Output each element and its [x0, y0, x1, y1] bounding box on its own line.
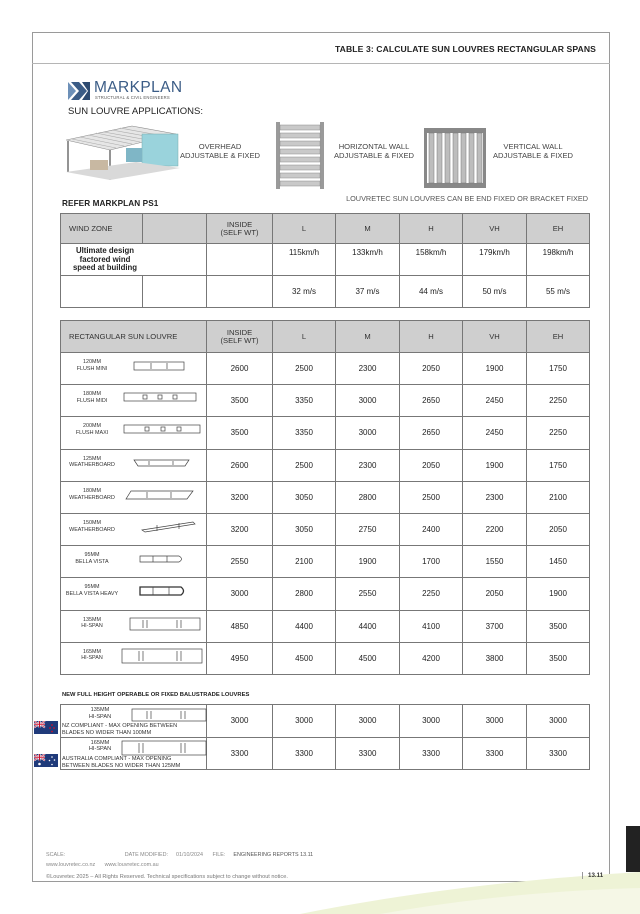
louvre-name: 180MM FLUSH MIDI	[76, 391, 108, 404]
span-vh: 2200	[463, 513, 527, 545]
span-eh: 2250	[527, 385, 590, 417]
table-row	[61, 513, 590, 545]
louvre-name: 120MM FLUSH MINI	[76, 359, 108, 372]
balustrade-item	[61, 705, 207, 738]
span-inside: 3300	[207, 737, 273, 770]
wind-ms-row	[61, 276, 590, 308]
louvre-item	[61, 481, 207, 513]
span-eh: 3000	[527, 705, 590, 738]
nz-flag-icon	[34, 721, 58, 734]
span-eh: 2100	[527, 481, 590, 513]
span-eh: 1750	[527, 353, 590, 385]
table-row	[61, 737, 590, 770]
louvre-name: 95MM BELLA VISTA	[75, 552, 109, 565]
span-inside: 3000	[207, 705, 273, 738]
span-vh: 2450	[463, 385, 527, 417]
ms-vh: 50 m/s	[463, 276, 527, 308]
balustrade-table	[60, 704, 590, 770]
span-l: 3050	[273, 513, 336, 545]
kmh-vh: 179km/h	[463, 244, 527, 276]
footer-copyright: ©Louvretec 2025 – All Rights Reserved. Technical specifications subject to change without notice.	[46, 874, 288, 880]
span-inside: 2600	[207, 353, 273, 385]
louvre-item	[61, 449, 207, 481]
header-inside: INSIDE (SELF WT)	[207, 214, 273, 244]
footer-file: ENGINEERING REPORTS 13.11	[233, 852, 314, 858]
span-eh: 3300	[527, 737, 590, 770]
kmh-l: 115km/h	[273, 244, 336, 276]
louvre-item	[61, 417, 207, 449]
louvre-item	[61, 385, 207, 417]
balustrade-name: 135MM HI-SPAN	[88, 707, 112, 720]
span-inside: 2600	[207, 449, 273, 481]
pergola-illustration	[66, 124, 181, 182]
span-vh: 3000	[463, 705, 527, 738]
span-inside: 3200	[207, 513, 273, 545]
ms-blank-3	[207, 276, 273, 308]
span-vh: 2450	[463, 417, 527, 449]
caption-horizontal-wall: HORIZONTAL WALL ADJUSTABLE & FIXED	[333, 142, 415, 160]
ms-l: 32 m/s	[273, 276, 336, 308]
kmh-h: 158km/h	[400, 244, 463, 276]
australia-flag-icon	[34, 754, 58, 767]
span-vh: 1550	[463, 546, 527, 578]
span-eh: 3500	[527, 642, 590, 674]
span-inside: 4950	[207, 642, 273, 674]
table-row	[61, 546, 590, 578]
table-row	[61, 385, 590, 417]
table-row	[61, 642, 590, 674]
louvre-name: 95MM BELLA VISTA HEAVY	[65, 584, 119, 598]
louvre-item	[61, 642, 207, 674]
logo-name: MARKPLAN	[94, 79, 183, 96]
span-m: 4500	[336, 642, 400, 674]
louvre-item	[61, 546, 207, 578]
wind-label-cell	[61, 244, 207, 276]
horizontal-louvre-illustration	[276, 122, 324, 189]
ms-blank-1	[61, 276, 143, 308]
footer-file-label: FILE:	[212, 852, 226, 858]
span-eh: 2250	[527, 417, 590, 449]
span-h: 2050	[400, 449, 463, 481]
footer-websites	[46, 862, 167, 868]
louvre-name: 125MM WEATHERBOARD	[69, 455, 115, 469]
span-vh: 2300	[463, 481, 527, 513]
louvre-item	[61, 610, 207, 642]
span-inside: 3200	[207, 481, 273, 513]
span-l: 4500	[273, 642, 336, 674]
span-inside: 3000	[207, 578, 273, 610]
end-fixed-note: LOUVRETEC SUN LOUVRES CAN BE END FIXED OR BRACKET FIXED	[346, 194, 588, 203]
compliance-note: AUSTRALIA COMPLIANT - MAX OPENING BETWEEN BLADES NO WIDER THAN 125MM	[62, 755, 181, 769]
ms-eh: 55 m/s	[527, 276, 590, 308]
ms-m: 37 m/s	[336, 276, 400, 308]
span-m: 2800	[336, 481, 400, 513]
refer-markplan: REFER MARKPLAN PS1	[62, 199, 159, 208]
wind-inside-blank	[207, 244, 273, 276]
header-blank	[143, 214, 207, 244]
louvre-name: 200MM FLUSH MAXI	[75, 423, 109, 437]
header-m: M	[336, 214, 400, 244]
balustrade-heading: NEW FULL HEIGHT OPERABLE OR FIXED BALUSTRADE LOUVRES	[62, 692, 250, 698]
span-h: 1700	[400, 546, 463, 578]
header-eh: EH	[527, 321, 590, 353]
wind-zone-table	[60, 213, 590, 308]
span-h: 4100	[400, 610, 463, 642]
markplan-logo-icon	[68, 80, 90, 102]
footer-date: 01/10/2024	[176, 852, 203, 858]
louvre-item	[61, 578, 207, 610]
title-divider	[32, 63, 610, 64]
span-m: 3000	[336, 385, 400, 417]
span-h: 3300	[400, 737, 463, 770]
span-m: 2300	[336, 449, 400, 481]
span-m: 2550	[336, 578, 400, 610]
span-h: 2500	[400, 481, 463, 513]
kmh-m: 133km/h	[336, 244, 400, 276]
span-l: 3000	[273, 705, 336, 738]
span-h: 2250	[400, 578, 463, 610]
louvre-name: 165MM HI-SPAN	[81, 648, 103, 662]
span-inside: 3500	[207, 417, 273, 449]
span-l: 2500	[273, 353, 336, 385]
header-l: L	[273, 321, 336, 353]
span-l: 4400	[273, 610, 336, 642]
table-row	[61, 449, 590, 481]
caption-overhead: OVERHEAD ADJUSTABLE & FIXED	[179, 142, 261, 160]
header-h: H	[400, 321, 463, 353]
caption-vertical-wall: VERTICAL WALL ADJUSTABLE & FIXED	[492, 142, 574, 160]
table-row	[61, 481, 590, 513]
span-l: 3350	[273, 417, 336, 449]
footer-web-nz[interactable]: www.louvretec.co.nz	[46, 862, 96, 868]
kmh-eh: 198km/h	[527, 244, 590, 276]
span-l: 2800	[273, 578, 336, 610]
span-h: 2400	[400, 513, 463, 545]
span-vh: 1900	[463, 449, 527, 481]
table-row	[61, 705, 590, 738]
header-m: M	[336, 321, 400, 353]
ms-h: 44 m/s	[400, 276, 463, 308]
span-m: 2750	[336, 513, 400, 545]
span-vh: 1900	[463, 353, 527, 385]
wind-label: Ultimate design factored wind speed at building	[72, 246, 138, 273]
span-h: 4200	[400, 642, 463, 674]
balustrade-item	[61, 737, 207, 770]
span-eh: 3500	[527, 610, 590, 642]
span-vh: 3700	[463, 610, 527, 642]
louvre-item	[61, 353, 207, 385]
footer-scale: SCALE:	[46, 852, 66, 858]
span-m: 3300	[336, 737, 400, 770]
span-h: 2650	[400, 385, 463, 417]
span-inside: 2550	[207, 546, 273, 578]
span-m: 4400	[336, 610, 400, 642]
page-number: 13.11	[582, 872, 603, 879]
span-eh: 2050	[527, 513, 590, 545]
header-vh: VH	[463, 321, 527, 353]
wind-kmh-row	[61, 244, 590, 276]
header-wind-zone: WIND ZONE	[61, 214, 143, 244]
wind-header-row	[61, 214, 590, 244]
markplan-logo	[68, 80, 228, 104]
span-m: 2300	[336, 353, 400, 385]
header-l: L	[273, 214, 336, 244]
louvre-item	[61, 513, 207, 545]
header-rectangular-sun-louvre: RECTANGULAR SUN LOUVRE	[61, 321, 207, 353]
header-h: H	[400, 214, 463, 244]
span-l: 3050	[273, 481, 336, 513]
span-l: 2100	[273, 546, 336, 578]
header-inside: INSIDE (SELF WT)	[207, 321, 273, 353]
span-l: 3350	[273, 385, 336, 417]
ms-blank-2	[143, 276, 207, 308]
table-row	[61, 610, 590, 642]
louvre-name: 135MM HI-SPAN	[81, 616, 103, 630]
vertical-louvre-illustration	[424, 128, 486, 188]
table-row	[61, 578, 590, 610]
span-vh: 3300	[463, 737, 527, 770]
page-title: TABLE 3: CALCULATE SUN LOUVRES RECTANGULAR SPANS	[334, 44, 596, 54]
header-vh: VH	[463, 214, 527, 244]
applications-heading: SUN LOUVRE APPLICATIONS:	[68, 106, 203, 117]
span-m: 3000	[336, 705, 400, 738]
louvre-header-row	[61, 321, 590, 353]
logo-tagline: STRUCTURAL & CIVIL ENGINEERS	[95, 95, 170, 100]
span-l: 3300	[273, 737, 336, 770]
side-tab	[626, 826, 640, 872]
compliance-note: NZ COMPLIANT - MAX OPENING BETWEEN BLADES NO WIDER THAN 100MM	[62, 723, 178, 737]
span-h: 2650	[400, 417, 463, 449]
span-vh: 2050	[463, 578, 527, 610]
header-eh: EH	[527, 214, 590, 244]
span-m: 1900	[336, 546, 400, 578]
balustrade-name: 165MM HI-SPAN	[88, 739, 112, 753]
span-h: 2050	[400, 353, 463, 385]
louvre-span-table	[60, 320, 590, 675]
span-eh: 1900	[527, 578, 590, 610]
span-vh: 3800	[463, 642, 527, 674]
footer-meta	[46, 852, 446, 858]
footer-web-au[interactable]: www.louvretec.com.au	[104, 862, 159, 868]
louvre-name: 180MM WEATHERBOARD	[69, 487, 115, 501]
span-eh: 1750	[527, 449, 590, 481]
span-inside: 4850	[207, 610, 273, 642]
span-l: 2500	[273, 449, 336, 481]
table-row	[61, 353, 590, 385]
span-eh: 1450	[527, 546, 590, 578]
span-h: 3000	[400, 705, 463, 738]
span-m: 3000	[336, 417, 400, 449]
louvre-name: 150MM WEATHERBOARD	[69, 519, 115, 533]
footer-date-label: DATE MODIFIED:	[124, 852, 169, 858]
span-inside: 3500	[207, 385, 273, 417]
table-row	[61, 417, 590, 449]
